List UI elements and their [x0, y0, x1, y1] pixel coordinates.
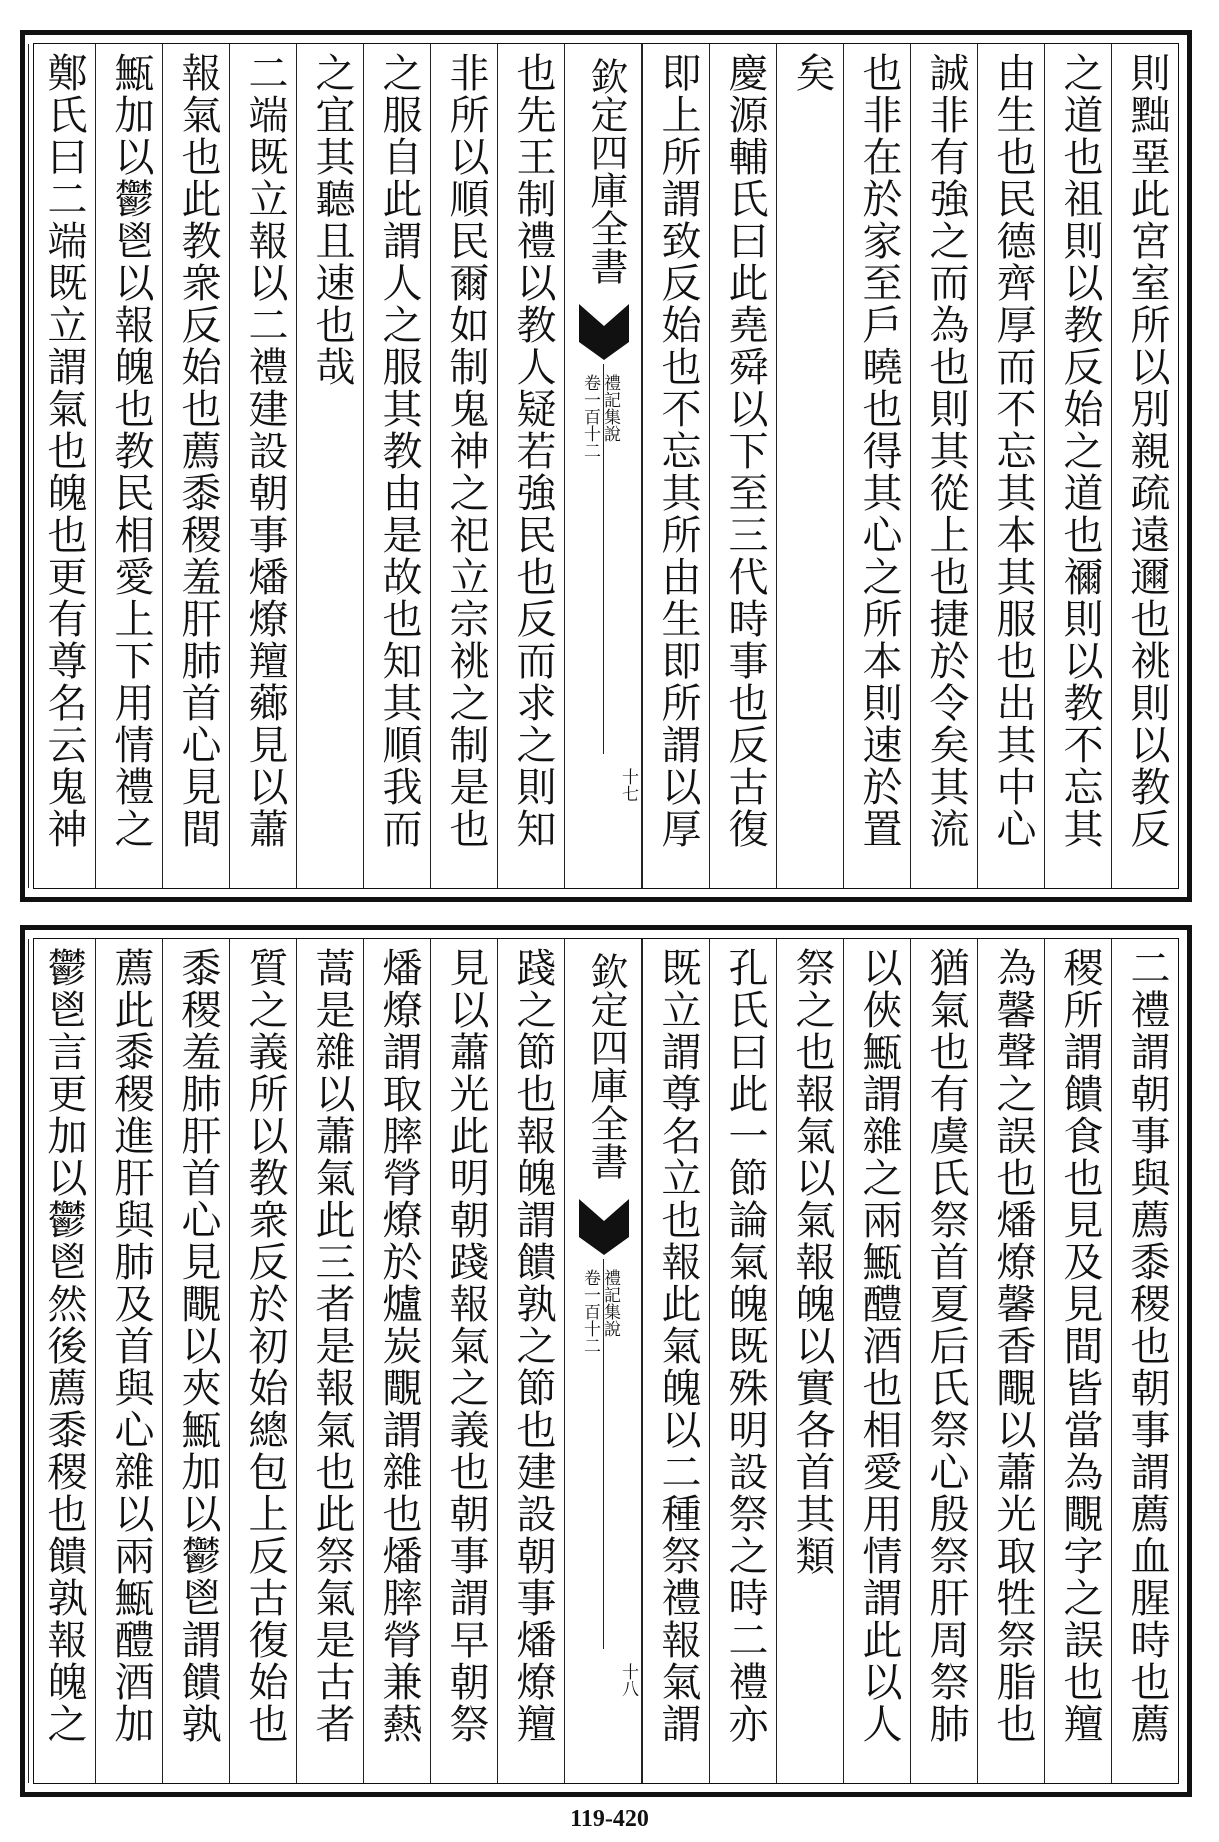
- text-column: 黍稷羞肺肝首心見覸以夾甒加以鬱鬯謂饋孰: [162, 939, 229, 1783]
- text-column: 鬱鬯言更加以鬱鬯然後薦黍稷也饋孰報魄之: [28, 939, 95, 1783]
- text-column: 踐之節也報魄謂饋孰之節也建設朝事燔燎羶: [497, 939, 564, 1783]
- gutter-title: 欽定四庫全書: [584, 56, 628, 285]
- gutter-book-title: 禮記集說: [600, 374, 620, 442]
- text-column: 薦此黍稷進肝與肺及首與心雜以兩甒醴酒加: [95, 939, 162, 1783]
- text-column: 之宜其聽且速也哉: [296, 44, 363, 888]
- top-page: [20, 30, 1192, 902]
- text-column: 鄭氏曰二端既立謂氣也魄也更有尊名云鬼神: [28, 44, 95, 888]
- text-column: 則黜堊此宮室所以別親疏遠邇也祧則以教反: [1111, 44, 1178, 888]
- text-column: 非所以順民爾如制鬼神之祀立宗祧之制是也: [430, 44, 497, 888]
- text-column: 報氣也此教衆反始也薦黍稷羞肝肺首心見間: [162, 44, 229, 888]
- text-column: 燔燎謂取膟膋燎於爐炭覸謂雜也燔膟膋兼爇: [363, 939, 430, 1783]
- text-column: 質之義所以教衆反於初始總包上反古復始也: [229, 939, 296, 1783]
- text-column: 以俠甒謂雜之兩甒醴酒也相愛用情謂此以人: [843, 939, 910, 1783]
- bottom-page: [20, 925, 1192, 1797]
- text-column: 蒿是雜以蕭氣此三者是報氣也此祭氣是古者: [296, 939, 363, 1783]
- text-column: 為馨聲之誤也燔燎馨香覸以蕭光取牲祭脂也: [977, 939, 1044, 1783]
- text-column: 二端既立報以二禮建設朝事燔燎羶薌見以蕭: [229, 44, 296, 888]
- page-number-footer: 119-420: [570, 1806, 649, 1832]
- text-column: 也先王制禮以教人疑若強民也反而求之則知: [497, 44, 564, 888]
- center-gutter: [564, 44, 642, 888]
- fish-tail-mark-icon: [577, 1197, 631, 1257]
- text-column: 見以蕭光此明朝踐報氣之義也朝事謂早朝祭: [430, 939, 497, 1783]
- gutter-title: 欽定四庫全書: [584, 951, 628, 1180]
- bottom-page-columns: [33, 938, 1179, 1784]
- top-page-columns: [33, 43, 1179, 889]
- gutter-page-number: 十八: [618, 1663, 638, 1697]
- gutter-volume: 卷一百十二: [580, 1269, 600, 1354]
- text-column: 矣: [776, 44, 843, 888]
- text-column: 慶源輔氏曰此堯舜以下至三代時事也反古復: [709, 44, 776, 888]
- text-column: 之道也祖則以教反始之道也禰則以教不忘其: [1044, 44, 1111, 888]
- text-column: 之服自此謂人之服其教由是故也知其順我而: [363, 44, 430, 888]
- text-column: 也非在於家至戶曉也得其心之所本則速於置: [843, 44, 910, 888]
- text-column: 稷所謂饋食也見及見間皆當為覸字之誤也羶: [1044, 939, 1111, 1783]
- text-column: 二禮謂朝事與薦黍稷也朝事謂薦血腥時也薦: [1111, 939, 1178, 1783]
- text-column: 由生也民德齊厚而不忘其本其服也出其中心: [977, 44, 1044, 888]
- text-column: 猶氣也有虞氏祭首夏后氏祭心殷祭肝周祭肺: [910, 939, 977, 1783]
- text-column: 誠非有強之而為也則其從上也捷於令矣其流: [910, 44, 977, 888]
- gutter-page-number: 十七: [618, 768, 638, 802]
- fish-tail-mark-icon: [577, 302, 631, 362]
- gutter-volume: 卷一百十二: [580, 374, 600, 459]
- text-column: 孔氏曰此一節論氣魄既殊明設祭之時二禮亦: [709, 939, 776, 1783]
- text-column: 即上所謂致反始也不忘其所由生即所謂以厚: [642, 44, 709, 888]
- text-column: 甒加以鬱鬯以報魄也教民相愛上下用情禮之: [95, 44, 162, 888]
- text-column: 祭之也報氣以氣報魄以實各首其類: [776, 939, 843, 1783]
- gutter-book-title: 禮記集說: [600, 1269, 620, 1337]
- center-gutter: [564, 939, 642, 1783]
- text-column: 既立謂尊名立也報此氣魄以二種祭禮報氣謂: [642, 939, 709, 1783]
